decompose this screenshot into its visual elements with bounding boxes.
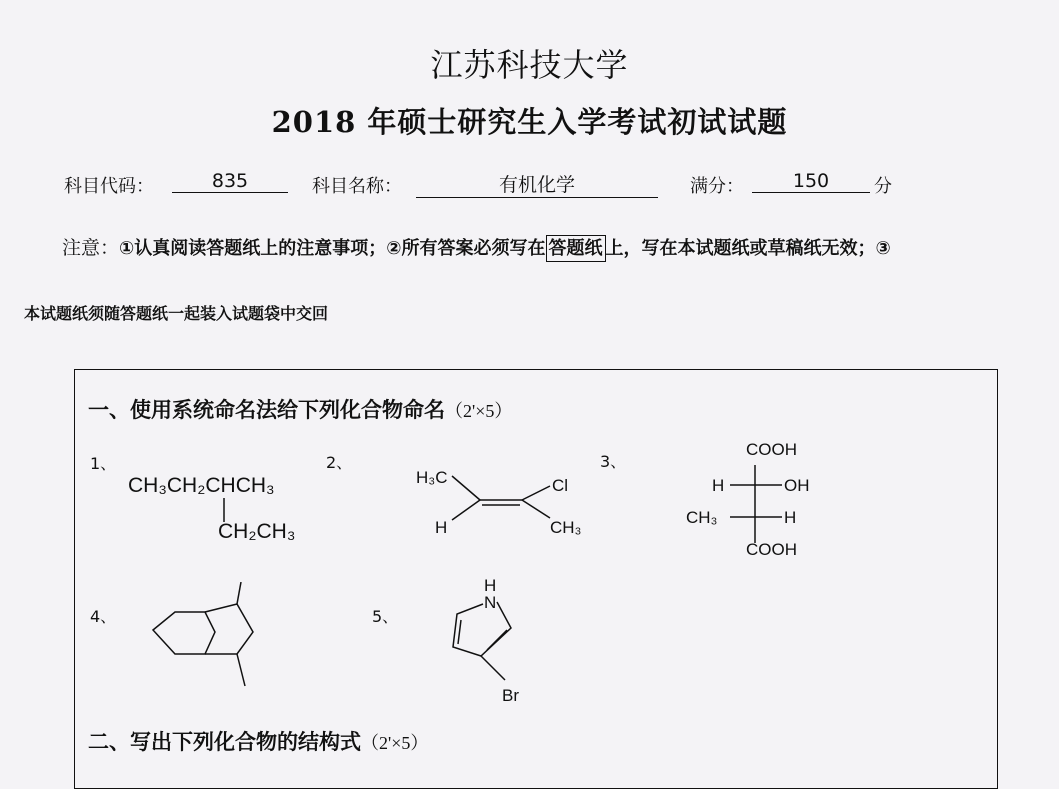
q3-label-top-cooh: COOH: [746, 440, 797, 459]
section-2-score: （2'×5）: [361, 733, 429, 753]
q1-main-chain: CH₃CH₂CHCH₃: [128, 474, 275, 497]
section-1-score: （2'×5）: [445, 401, 513, 421]
q1-branch: CH₂CH₃: [218, 520, 296, 543]
university-name: 江苏科技大学: [430, 46, 629, 84]
question-1-number: 1、: [90, 454, 117, 473]
section-1-title: 一、使用系统命名法给下列化合物命名: [88, 397, 445, 422]
section-2-title: 二、写出下列化合物的结构式: [88, 729, 361, 754]
notice-boxed-word: 答题纸: [546, 235, 606, 262]
q2-label-h3c: H₃C: [416, 468, 448, 487]
q2-label-h: H: [435, 518, 448, 537]
full-score-value: 150: [752, 170, 870, 193]
notice-prefix: 注意：: [62, 237, 120, 259]
notice-line-1: [62, 233, 891, 260]
question-3-number: 3、: [600, 452, 627, 471]
question-4-number: 4、: [90, 607, 117, 626]
q5-label-h: H: [484, 576, 497, 595]
notice-text-2: 上，写在本试题纸或草稿纸无效；③: [605, 238, 891, 259]
q3-label-h-right: H: [784, 508, 797, 527]
subject-name-value: 有机化学: [416, 170, 658, 198]
full-score-unit: 分: [874, 176, 892, 197]
q4-structure: [145, 582, 275, 692]
q3-label-bottom-cooh: COOH: [746, 540, 797, 559]
exam-title: 2018 年硕士研究生入学考试初试试题: [271, 105, 788, 139]
subject-code-value: 835: [172, 170, 288, 193]
q3-label-ch3: CH₃: [686, 508, 718, 527]
q5-label-br: Br: [502, 686, 519, 705]
q5-label-n: N: [484, 593, 497, 612]
notice-line-2: 本试题纸须随答题纸一起装入试题袋中交回: [24, 304, 329, 323]
subject-name-label: 科目名称：: [312, 176, 402, 197]
section-2-heading: [88, 726, 428, 756]
subject-code-label: 科目代码：: [64, 176, 154, 197]
full-score-label: 满分：: [690, 176, 744, 197]
q3-label-oh: OH: [784, 476, 810, 495]
q2-label-ch3: CH₃: [550, 518, 582, 537]
q2-label-cl: Cl: [552, 476, 569, 495]
notice-text-1: ①认真阅读答题纸上的注意事项；②所有答案必须写在: [119, 238, 546, 259]
q3-label-h-left: H: [712, 476, 725, 495]
question-2-number: 2、: [326, 453, 353, 472]
question-5-number: 5、: [372, 607, 399, 626]
section-1-heading: [88, 394, 512, 424]
